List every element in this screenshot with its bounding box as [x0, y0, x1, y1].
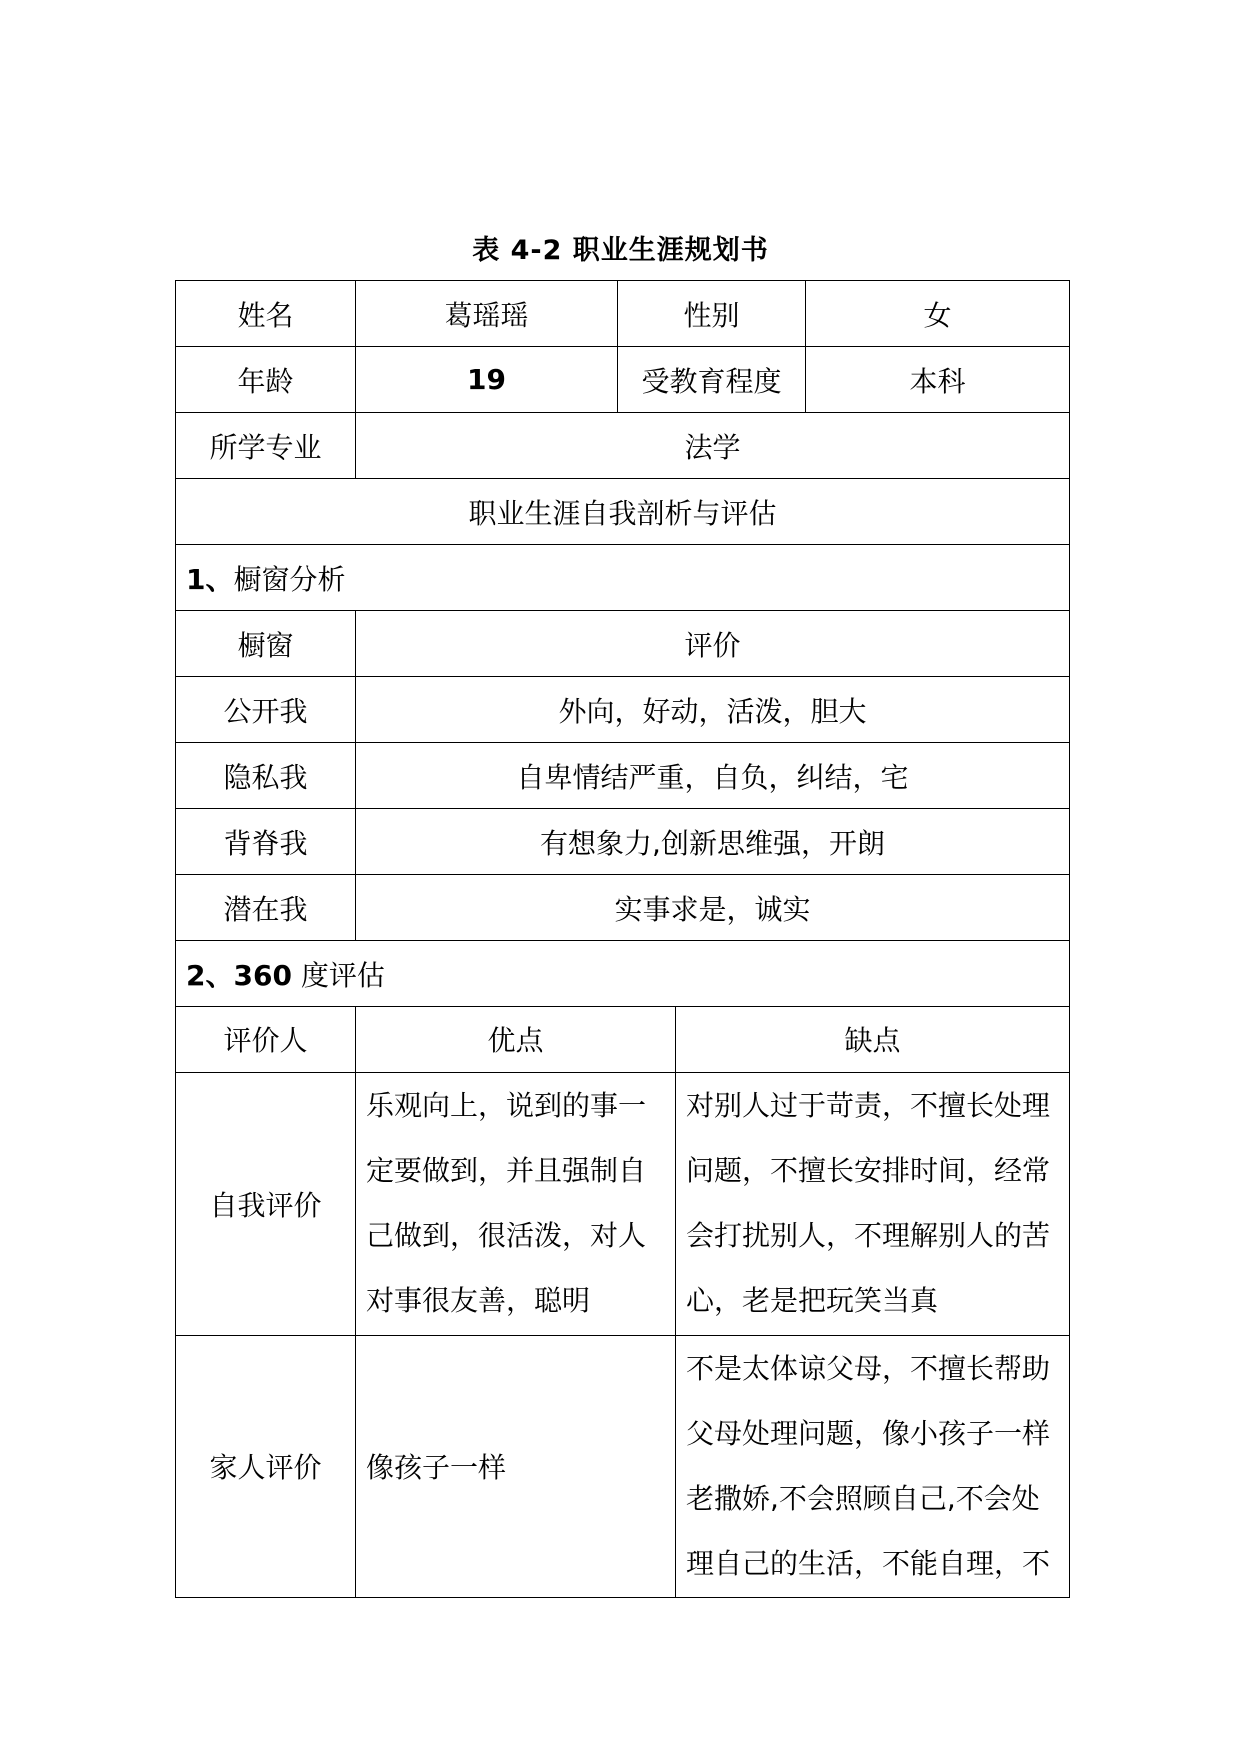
table-row: [176, 479, 1070, 545]
window-label: 背脊我: [176, 809, 356, 875]
evaluator: 家人评价: [176, 1335, 356, 1597]
table-row: [176, 1335, 1070, 1597]
gender-label: 性别: [618, 281, 806, 347]
weaknesses-clip: 不是太体谅父母，不擅长帮助父母处理问题，像小孩子一样老撒娇,不会照顾自己,不会处理自己的生活，不能自理，不: [686, 1351, 1051, 1580]
window-analysis-heading-text: 橱窗分析: [233, 562, 346, 596]
table-row: [176, 941, 1070, 1007]
window-label: 公开我: [176, 677, 356, 743]
table-row: [176, 743, 1070, 809]
window-text: 外向，好动，活泼，胆大: [356, 677, 1070, 743]
table-row: [176, 611, 1070, 677]
gender-value: 女: [806, 281, 1070, 347]
education-label: 受教育程度: [618, 347, 806, 413]
age-value: 19: [356, 347, 618, 413]
name-label: 姓名: [176, 281, 356, 347]
window-label: 潜在我: [176, 875, 356, 941]
table-row: [176, 281, 1070, 347]
table-row: [176, 1006, 1070, 1072]
window-text: 有想象力,创新思维强，开朗: [356, 809, 1070, 875]
window-text: 实事求是，诚实: [356, 875, 1070, 941]
col-window: 橱窗: [176, 611, 356, 677]
weaknesses-text: 对别人过于苛责，不擅长处理问题，不擅长安排时间，经常会打扰别人，不理解别人的苦心，老是把玩笑当真: [676, 1072, 1070, 1335]
table-row: [176, 545, 1070, 611]
section-heading: 职业生涯自我剖析与评估: [176, 479, 1070, 545]
age-label: 年龄: [176, 347, 356, 413]
col-weaknesses: 缺点: [676, 1006, 1070, 1072]
table-row: [176, 1072, 1070, 1335]
window-analysis-heading-num: 1、: [186, 562, 234, 596]
major-value: 法学: [356, 413, 1070, 479]
main-table: [175, 280, 1070, 1007]
col-strengths: 优点: [356, 1006, 676, 1072]
table-row: [176, 413, 1070, 479]
window-text: 自卑情结严重，自负，纠结，宅: [356, 743, 1070, 809]
col-evaluator: 评价人: [176, 1006, 356, 1072]
table-row: [176, 809, 1070, 875]
table-row: [176, 677, 1070, 743]
assessment-360-heading-num: 2、360: [186, 958, 292, 992]
strengths-text: 乐观向上，说到的事一定要做到，并且强制自己做到，很活泼，对人对事很友善，聪明: [356, 1072, 676, 1335]
strengths-text: 像孩子一样: [356, 1335, 676, 1597]
window-analysis-heading: [176, 545, 1070, 611]
major-label: 所学专业: [176, 413, 356, 479]
assessment-360-heading: [176, 941, 1070, 1007]
table-row: [176, 875, 1070, 941]
table-row: [176, 347, 1070, 413]
weaknesses-text: [676, 1335, 1070, 1597]
assessment-table: [175, 1006, 1070, 1598]
assessment-360-heading-text: 度评估: [291, 958, 385, 992]
document-title: 表 4-2 职业生涯规划书: [472, 235, 769, 266]
col-evaluation: 评价: [356, 611, 1070, 677]
education-value: 本科: [806, 347, 1070, 413]
name-value: 葛瑶瑶: [356, 281, 618, 347]
window-label: 隐私我: [176, 743, 356, 809]
evaluator: 自我评价: [176, 1072, 356, 1335]
career-plan-table: [175, 280, 1069, 1603]
